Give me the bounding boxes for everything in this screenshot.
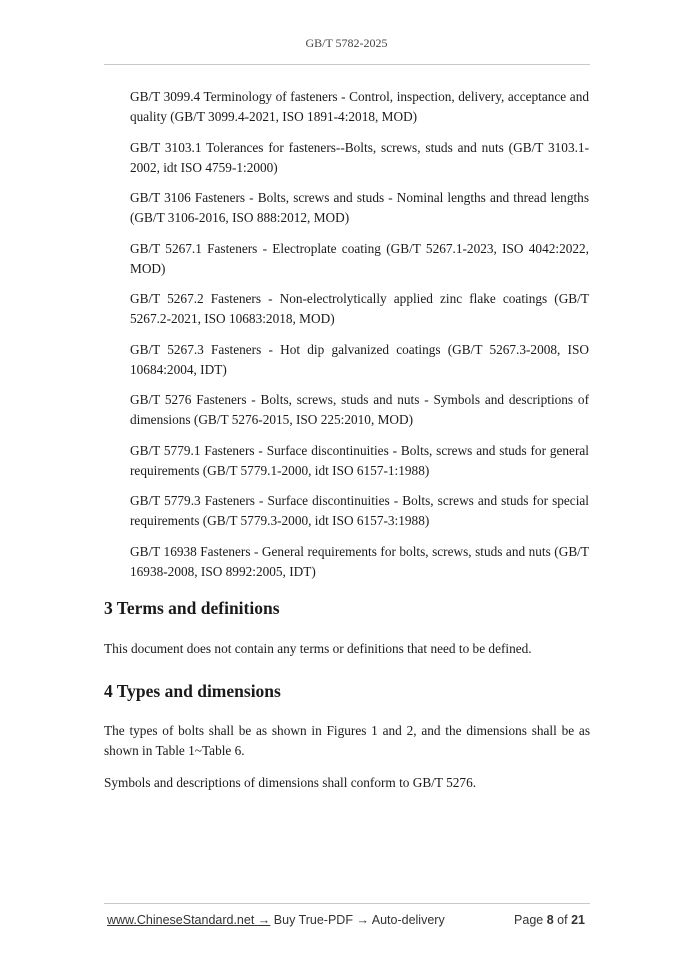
normative-references-list	[130, 87, 589, 592]
page-indicator	[514, 913, 585, 927]
arrow-right-icon: →	[257, 913, 271, 927]
page-total: 21	[571, 913, 585, 927]
auto-delivery-text: Auto-delivery	[371, 913, 445, 927]
section-heading: 4 Types and dimensions	[104, 681, 281, 701]
arrow-right-icon: →	[356, 913, 369, 927]
reference-item: GB/T 16938 Fasteners - General requirements for bolts, screws, studs and nuts (GB/T 16938-2008, ISO 8992:2005, IDT)	[130, 543, 589, 579]
page-current: 8	[546, 913, 554, 927]
section-types-body-2	[104, 773, 590, 793]
page-label: Page	[514, 913, 544, 927]
header-divider	[104, 64, 590, 65]
reference-item: GB/T 5267.3 Fasteners - Hot dip galvanized coatings (GB/T 5267.3-2008, ISO 10684:2004, IDT)	[130, 341, 589, 377]
site-link-text: www.ChineseStandard.net	[107, 913, 255, 927]
reference-item: GB/T 5276 Fasteners - Bolts, screws, studs and nuts - Symbols and descriptions of dimensions (GB/T 5276-2015, ISO 225:2010, MOD)	[130, 392, 589, 427]
header-title: GB/T 5782-2025	[305, 36, 388, 50]
footer-links	[107, 913, 445, 927]
reference-item: GB/T 3103.1 Tolerances for fasteners--Bolts, screws, studs and nuts (GB/T 3103.1-2002, idt ISO 4759-1:2000)	[130, 139, 589, 175]
reference-item: GB/T 5779.3 Fasteners - Surface discontinuities - Bolts, screws and studs for special requirements (GB/T 5779.3-2000, idt ISO 6157-3:1988)	[130, 493, 589, 528]
section-paragraph: The types of bolts shall be as shown in Figures 1 and 2, and the dimensions shall be as shown in Table 1~Table 6.	[104, 723, 590, 758]
section-heading: 3 Terms and definitions	[104, 598, 280, 618]
reference-item: GB/T 5267.1 Fasteners - Electroplate coating (GB/T 5267.1-2023, ISO 4042:2022, MOD)	[130, 240, 589, 276]
reference-item: GB/T 3106 Fasteners - Bolts, screws and studs - Nominal lengths and thread lengths (GB/T 3106-2016, ISO 888:2012, MOD)	[130, 190, 589, 225]
footer-divider	[104, 903, 590, 904]
reference-item: GB/T 5267.2 Fasteners - Non-electrolytically applied zinc flake coatings (GB/T 5267.2-2021, ISO 10683:2018, MOD)	[130, 291, 589, 326]
buy-pdf-text: Buy True-PDF	[273, 913, 353, 927]
section-terms-body	[104, 639, 590, 659]
section-paragraph: This document does not contain any terms or definitions that need to be defined.	[104, 641, 532, 656]
section-paragraph: Symbols and descriptions of dimensions shall conform to GB/T 5276.	[104, 775, 477, 790]
reference-item: GB/T 3099.4 Terminology of fasteners - Control, inspection, delivery, acceptance and quality (GB/T 3099.4-2021, ISO 1891-4:2018, MOD)	[130, 89, 589, 124]
section-types-and-dimensions	[104, 680, 590, 702]
site-link[interactable]	[107, 913, 270, 927]
section-terms-and-definitions	[104, 597, 590, 619]
reference-item: GB/T 5779.1 Fasteners - Surface discontinuities - Bolts, screws and studs for general requirements (GB/T 5779.1-2000, idt ISO 6157-1:1988)	[130, 442, 589, 478]
section-types-body	[104, 721, 590, 761]
of-label: of	[557, 913, 568, 927]
